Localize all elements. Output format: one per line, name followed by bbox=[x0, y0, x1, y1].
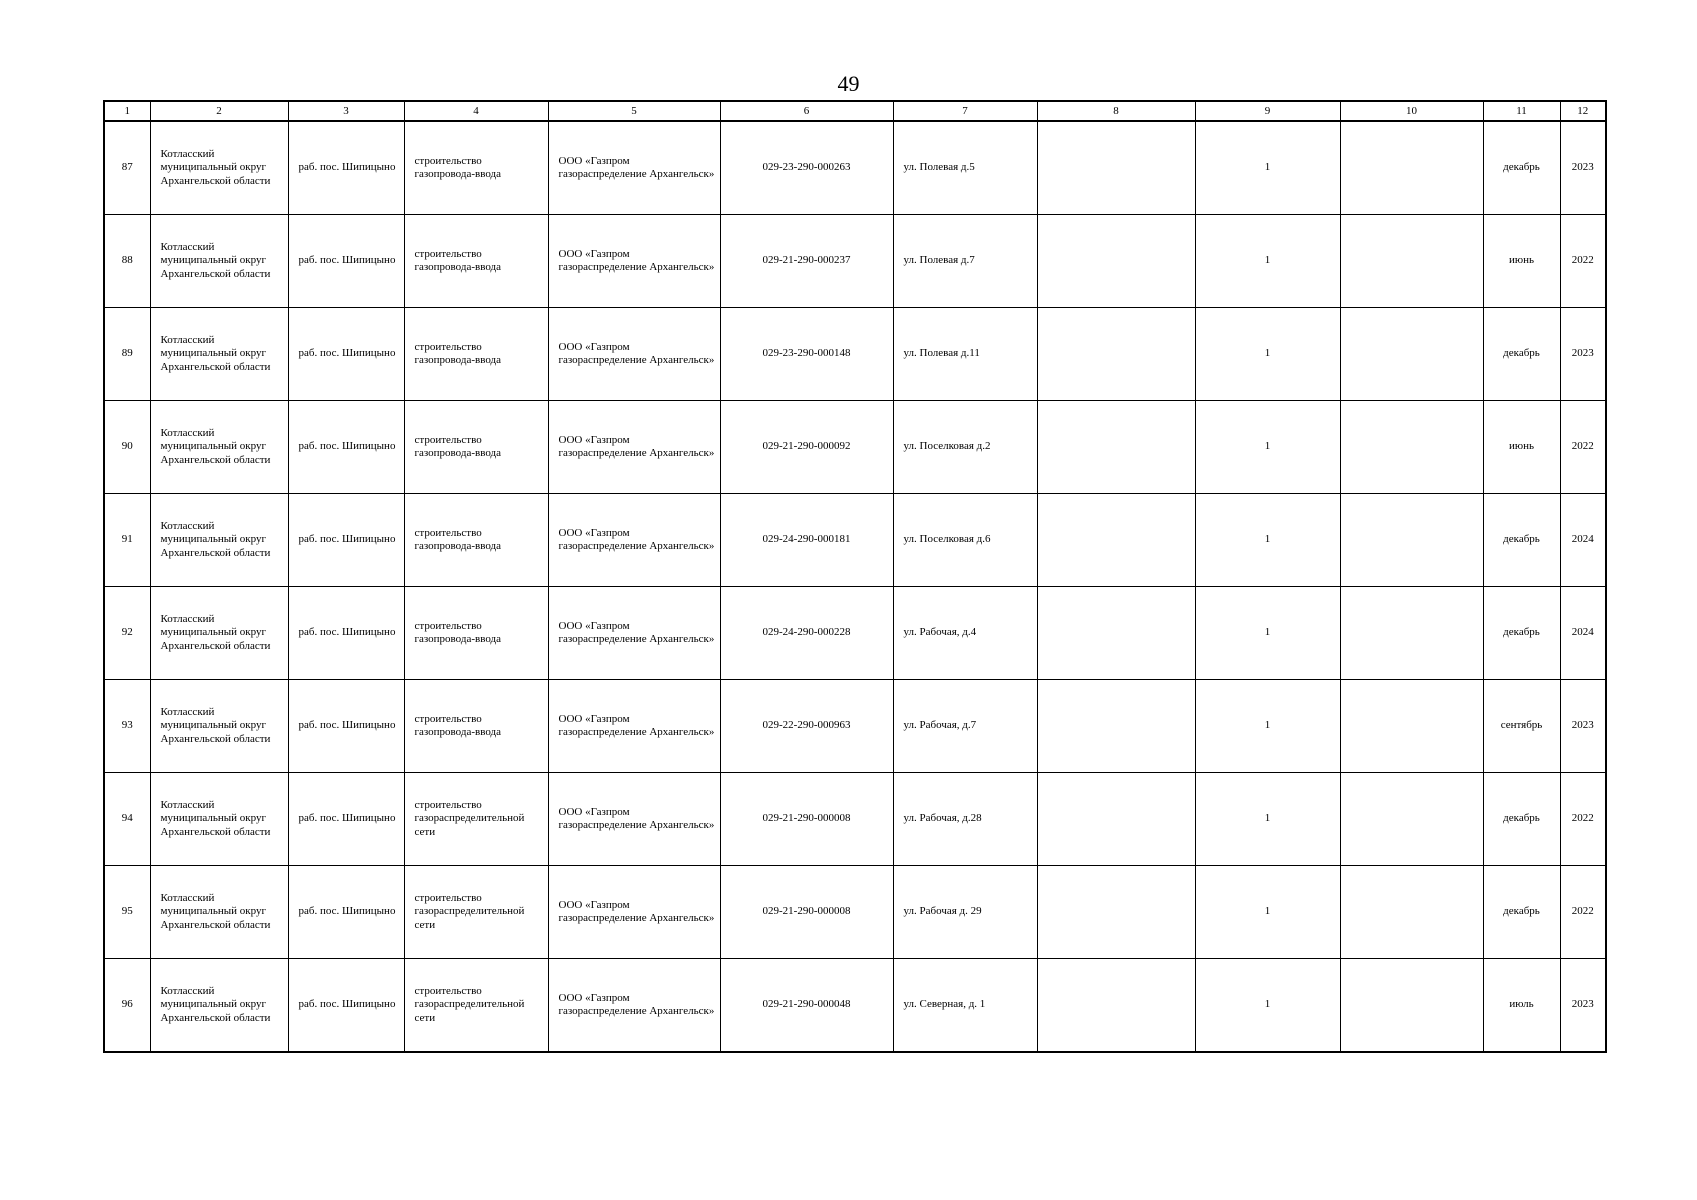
month-cell: июнь bbox=[1483, 215, 1560, 308]
organization-cell: ООО «Газпром газораспределение Архангельск» bbox=[548, 959, 720, 1053]
year-cell: 2022 bbox=[1560, 866, 1606, 959]
column-10-cell bbox=[1340, 866, 1483, 959]
settlement-cell: раб. пос. Шипицыно bbox=[288, 866, 404, 959]
register-table bbox=[103, 100, 1607, 1053]
column-8-cell bbox=[1037, 121, 1195, 215]
column-number-cell: 5 bbox=[548, 101, 720, 121]
work-type-cell: строительство газораспределительной сети bbox=[404, 773, 548, 866]
count-cell: 1 bbox=[1195, 587, 1340, 680]
count-cell: 1 bbox=[1195, 308, 1340, 401]
count-cell: 1 bbox=[1195, 959, 1340, 1053]
object-code-cell: 029-21-290-000237 bbox=[720, 215, 893, 308]
month-cell: сентябрь bbox=[1483, 680, 1560, 773]
district-cell: Котласский муниципальный округ Архангельской области bbox=[150, 494, 288, 587]
object-code-cell: 029-23-290-000263 bbox=[720, 121, 893, 215]
work-type-cell: строительство газопровода-ввода bbox=[404, 215, 548, 308]
column-number-row bbox=[104, 101, 1606, 121]
row-number-cell: 95 bbox=[104, 866, 150, 959]
address-cell: ул. Рабочая, д.7 bbox=[893, 680, 1037, 773]
work-type-cell: строительство газораспределительной сети bbox=[404, 959, 548, 1053]
page-number: 49 bbox=[837, 71, 860, 96]
column-10-cell bbox=[1340, 121, 1483, 215]
table-row bbox=[104, 866, 1606, 959]
year-cell: 2022 bbox=[1560, 215, 1606, 308]
row-number-cell: 89 bbox=[104, 308, 150, 401]
year-cell: 2023 bbox=[1560, 121, 1606, 215]
table-row bbox=[104, 308, 1606, 401]
row-number-cell: 94 bbox=[104, 773, 150, 866]
month-cell: июль bbox=[1483, 959, 1560, 1053]
column-8-cell bbox=[1037, 308, 1195, 401]
column-number-cell: 7 bbox=[893, 101, 1037, 121]
address-cell: ул. Рабочая, д.4 bbox=[893, 587, 1037, 680]
column-10-cell bbox=[1340, 959, 1483, 1053]
district-cell: Котласский муниципальный округ Архангельской области bbox=[150, 308, 288, 401]
address-cell: ул. Полевая д.11 bbox=[893, 308, 1037, 401]
column-number-cell: 10 bbox=[1340, 101, 1483, 121]
table-row bbox=[104, 494, 1606, 587]
column-10-cell bbox=[1340, 494, 1483, 587]
month-cell: декабрь bbox=[1483, 866, 1560, 959]
year-cell: 2024 bbox=[1560, 494, 1606, 587]
year-cell: 2024 bbox=[1560, 587, 1606, 680]
object-code-cell: 029-21-290-000048 bbox=[720, 959, 893, 1053]
row-number-cell: 93 bbox=[104, 680, 150, 773]
district-cell: Котласский муниципальный округ Архангельской области bbox=[150, 866, 288, 959]
count-cell: 1 bbox=[1195, 401, 1340, 494]
district-cell: Котласский муниципальный округ Архангельской области bbox=[150, 587, 288, 680]
address-cell: ул. Северная, д. 1 bbox=[893, 959, 1037, 1053]
address-cell: ул. Полевая д.5 bbox=[893, 121, 1037, 215]
month-cell: декабрь bbox=[1483, 773, 1560, 866]
organization-cell: ООО «Газпром газораспределение Архангельск» bbox=[548, 401, 720, 494]
table-body bbox=[104, 101, 1606, 1052]
object-code-cell: 029-21-290-000092 bbox=[720, 401, 893, 494]
row-number-cell: 90 bbox=[104, 401, 150, 494]
column-10-cell bbox=[1340, 401, 1483, 494]
year-cell: 2022 bbox=[1560, 401, 1606, 494]
work-type-cell: строительство газопровода-ввода bbox=[404, 587, 548, 680]
address-cell: ул. Рабочая д. 29 bbox=[893, 866, 1037, 959]
row-number-cell: 87 bbox=[104, 121, 150, 215]
column-number-cell: 12 bbox=[1560, 101, 1606, 121]
column-number-cell: 3 bbox=[288, 101, 404, 121]
settlement-cell: раб. пос. Шипицыно bbox=[288, 401, 404, 494]
work-type-cell: строительство газопровода-ввода bbox=[404, 308, 548, 401]
table-row bbox=[104, 215, 1606, 308]
object-code-cell: 029-24-290-000228 bbox=[720, 587, 893, 680]
table-row bbox=[104, 959, 1606, 1053]
table-row bbox=[104, 587, 1606, 680]
organization-cell: ООО «Газпром газораспределение Архангельск» bbox=[548, 773, 720, 866]
column-number-cell: 2 bbox=[150, 101, 288, 121]
settlement-cell: раб. пос. Шипицыно bbox=[288, 773, 404, 866]
work-type-cell: строительство газопровода-ввода bbox=[404, 121, 548, 215]
district-cell: Котласский муниципальный округ Архангельской области bbox=[150, 215, 288, 308]
column-8-cell bbox=[1037, 401, 1195, 494]
column-number-cell: 6 bbox=[720, 101, 893, 121]
settlement-cell: раб. пос. Шипицыно bbox=[288, 587, 404, 680]
row-number-cell: 96 bbox=[104, 959, 150, 1053]
organization-cell: ООО «Газпром газораспределение Архангельск» bbox=[548, 866, 720, 959]
organization-cell: ООО «Газпром газораспределение Архангельск» bbox=[548, 587, 720, 680]
object-code-cell: 029-21-290-000008 bbox=[720, 773, 893, 866]
column-8-cell bbox=[1037, 680, 1195, 773]
work-type-cell: строительство газораспределительной сети bbox=[404, 866, 548, 959]
month-cell: декабрь bbox=[1483, 121, 1560, 215]
organization-cell: ООО «Газпром газораспределение Архангельск» bbox=[548, 215, 720, 308]
district-cell: Котласский муниципальный округ Архангельской области bbox=[150, 121, 288, 215]
row-number-cell: 91 bbox=[104, 494, 150, 587]
district-cell: Котласский муниципальный округ Архангельской области bbox=[150, 959, 288, 1053]
count-cell: 1 bbox=[1195, 680, 1340, 773]
settlement-cell: раб. пос. Шипицыно bbox=[288, 215, 404, 308]
district-cell: Котласский муниципальный округ Архангельской области bbox=[150, 401, 288, 494]
column-8-cell bbox=[1037, 773, 1195, 866]
month-cell: декабрь bbox=[1483, 494, 1560, 587]
column-number-cell: 11 bbox=[1483, 101, 1560, 121]
organization-cell: ООО «Газпром газораспределение Архангельск» bbox=[548, 121, 720, 215]
settlement-cell: раб. пос. Шипицыно bbox=[288, 680, 404, 773]
settlement-cell: раб. пос. Шипицыно bbox=[288, 121, 404, 215]
district-cell: Котласский муниципальный округ Архангельской области bbox=[150, 680, 288, 773]
year-cell: 2023 bbox=[1560, 680, 1606, 773]
column-8-cell bbox=[1037, 494, 1195, 587]
year-cell: 2023 bbox=[1560, 959, 1606, 1053]
district-cell: Котласский муниципальный округ Архангельской области bbox=[150, 773, 288, 866]
count-cell: 1 bbox=[1195, 866, 1340, 959]
column-8-cell bbox=[1037, 587, 1195, 680]
column-10-cell bbox=[1340, 680, 1483, 773]
column-8-cell bbox=[1037, 866, 1195, 959]
column-number-cell: 8 bbox=[1037, 101, 1195, 121]
column-number-cell: 4 bbox=[404, 101, 548, 121]
count-cell: 1 bbox=[1195, 773, 1340, 866]
count-cell: 1 bbox=[1195, 121, 1340, 215]
settlement-cell: раб. пос. Шипицыно bbox=[288, 494, 404, 587]
column-10-cell bbox=[1340, 215, 1483, 308]
table-row bbox=[104, 680, 1606, 773]
column-10-cell bbox=[1340, 587, 1483, 680]
count-cell: 1 bbox=[1195, 215, 1340, 308]
organization-cell: ООО «Газпром газораспределение Архангельск» bbox=[548, 308, 720, 401]
work-type-cell: строительство газопровода-ввода bbox=[404, 494, 548, 587]
column-10-cell bbox=[1340, 773, 1483, 866]
address-cell: ул. Поселковая д.2 bbox=[893, 401, 1037, 494]
object-code-cell: 029-22-290-000963 bbox=[720, 680, 893, 773]
table-row bbox=[104, 121, 1606, 215]
month-cell: декабрь bbox=[1483, 587, 1560, 680]
column-8-cell bbox=[1037, 215, 1195, 308]
row-number-cell: 92 bbox=[104, 587, 150, 680]
object-code-cell: 029-23-290-000148 bbox=[720, 308, 893, 401]
object-code-cell: 029-24-290-000181 bbox=[720, 494, 893, 587]
year-cell: 2022 bbox=[1560, 773, 1606, 866]
column-number-cell: 9 bbox=[1195, 101, 1340, 121]
table-row bbox=[104, 401, 1606, 494]
work-type-cell: строительство газопровода-ввода bbox=[404, 680, 548, 773]
address-cell: ул. Полевая д.7 bbox=[893, 215, 1037, 308]
row-number-cell: 88 bbox=[104, 215, 150, 308]
column-number-cell: 1 bbox=[104, 101, 150, 121]
organization-cell: ООО «Газпром газораспределение Архангельск» bbox=[548, 494, 720, 587]
column-8-cell bbox=[1037, 959, 1195, 1053]
address-cell: ул. Рабочая, д.28 bbox=[893, 773, 1037, 866]
column-10-cell bbox=[1340, 308, 1483, 401]
settlement-cell: раб. пос. Шипицыно bbox=[288, 959, 404, 1053]
object-code-cell: 029-21-290-000008 bbox=[720, 866, 893, 959]
work-type-cell: строительство газопровода-ввода bbox=[404, 401, 548, 494]
address-cell: ул. Поселковая д.6 bbox=[893, 494, 1037, 587]
organization-cell: ООО «Газпром газораспределение Архангельск» bbox=[548, 680, 720, 773]
month-cell: декабрь bbox=[1483, 308, 1560, 401]
table-row bbox=[104, 773, 1606, 866]
count-cell: 1 bbox=[1195, 494, 1340, 587]
year-cell: 2023 bbox=[1560, 308, 1606, 401]
settlement-cell: раб. пос. Шипицыно bbox=[288, 308, 404, 401]
month-cell: июнь bbox=[1483, 401, 1560, 494]
